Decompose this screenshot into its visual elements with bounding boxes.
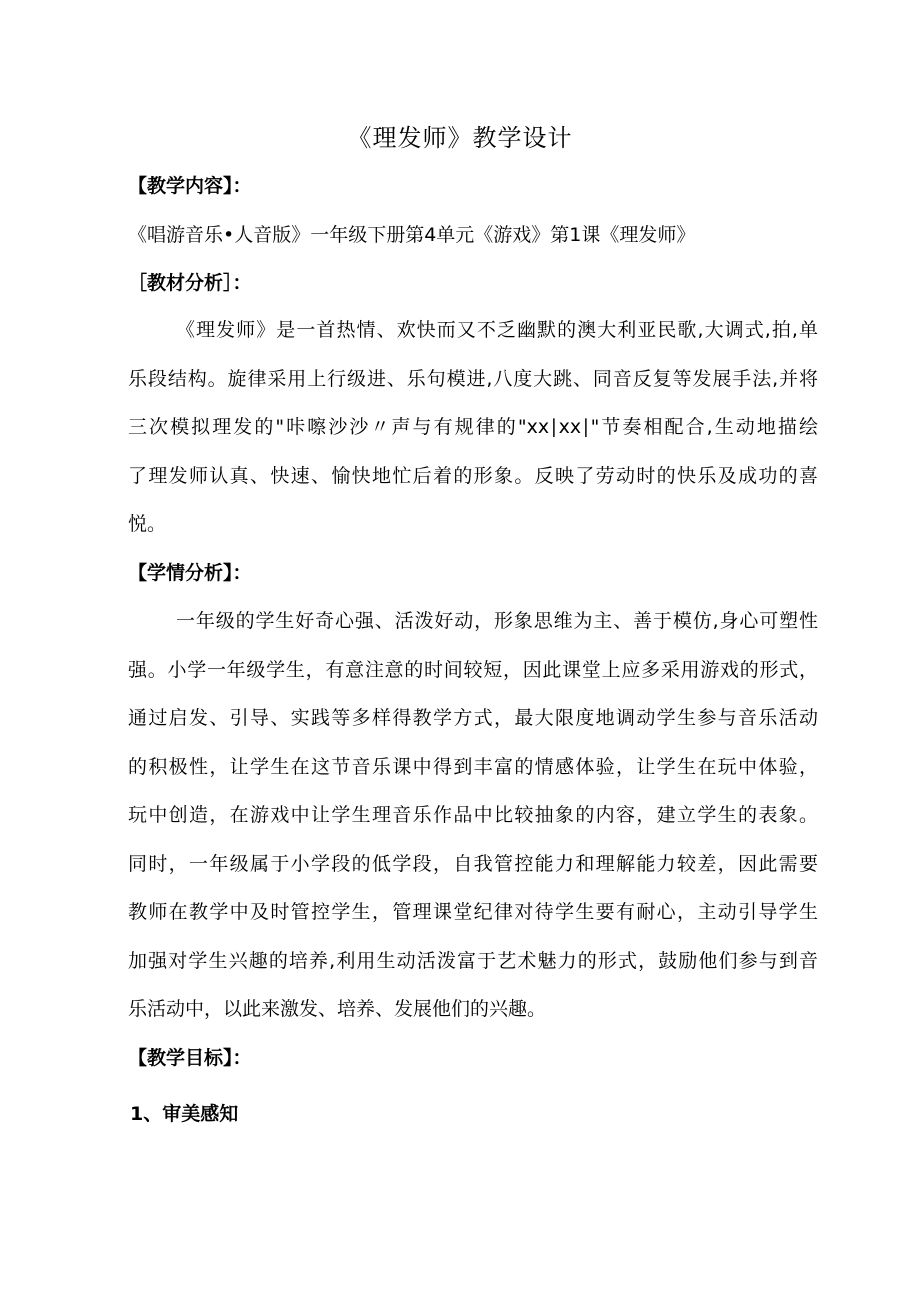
material-line: 《理发师》是一首热情、欢快而又不乏幽默的澳大利亚民歌,大调式,拍,单 [176, 319, 818, 341]
students-line: 的积极性，让学生在这节音乐课中得到丰富的情感体验，让学生在玩中体验， [128, 756, 818, 778]
goal-sub-heading: 1、审美感知 [130, 1103, 239, 1125]
students-line: 通过启发、引导、实践等多样得教学方式，最大限度地调动学生参与音乐活动 [128, 707, 818, 729]
page-title: 《理发师》教学设计 [347, 124, 573, 152]
students-line: 教师在教学中及时管控学生，管理课堂纪律对待学生要有耐心，主动引导学生 [128, 901, 818, 923]
students-line: 加强对学生兴趣的培养,利用生动活泼富于艺术魅力的形式，鼓励他们参与到音 [128, 950, 818, 972]
material-line: 乐段结构。旋律采用上行级进、乐句模进,八度大跳、同音反复等发展手法,并将 [128, 368, 818, 390]
material-line: 悦。 [128, 513, 167, 535]
section-heading-material: ［教材分析］： [128, 272, 252, 294]
students-line: 强。小学一年级学生，有意注意的时间较短，因此课堂上应多采用游戏的形式， [128, 659, 818, 681]
content-line: 《唱游音乐•人音版》一年级下册第4单元《游戏》第1课《理发师》 [128, 224, 696, 246]
students-line: 一年级的学生好奇心强、活泼好动，形象思维为主、善于模仿,身心可塑性 [176, 610, 818, 632]
section-heading-content: 【教学内容】： [128, 175, 252, 197]
students-line: 玩中创造，在游戏中让学生理音乐作品中比较抽象的内容，建立学生的表象。 [128, 804, 818, 826]
section-heading-goals: 【教学目标】： [128, 1047, 252, 1069]
material-line: 了理发师认真、快速、愉快地忙后着的形象。反映了劳动时的快乐及成功的喜 [128, 465, 818, 487]
students-line: 乐活动中，以此来激发、培养、发展他们的兴趣。 [128, 998, 547, 1020]
section-heading-students: 【学情分析】： [128, 562, 252, 584]
material-line: 三次模拟理发的"咔嚓沙沙〃声与有规律的"xx∣xx∣"节奏相配合,生动地描绘 [128, 416, 818, 438]
students-line: 同时，一年级属于小学段的低学段，自我管控能力和理解能力较差，因此需要 [128, 853, 818, 875]
